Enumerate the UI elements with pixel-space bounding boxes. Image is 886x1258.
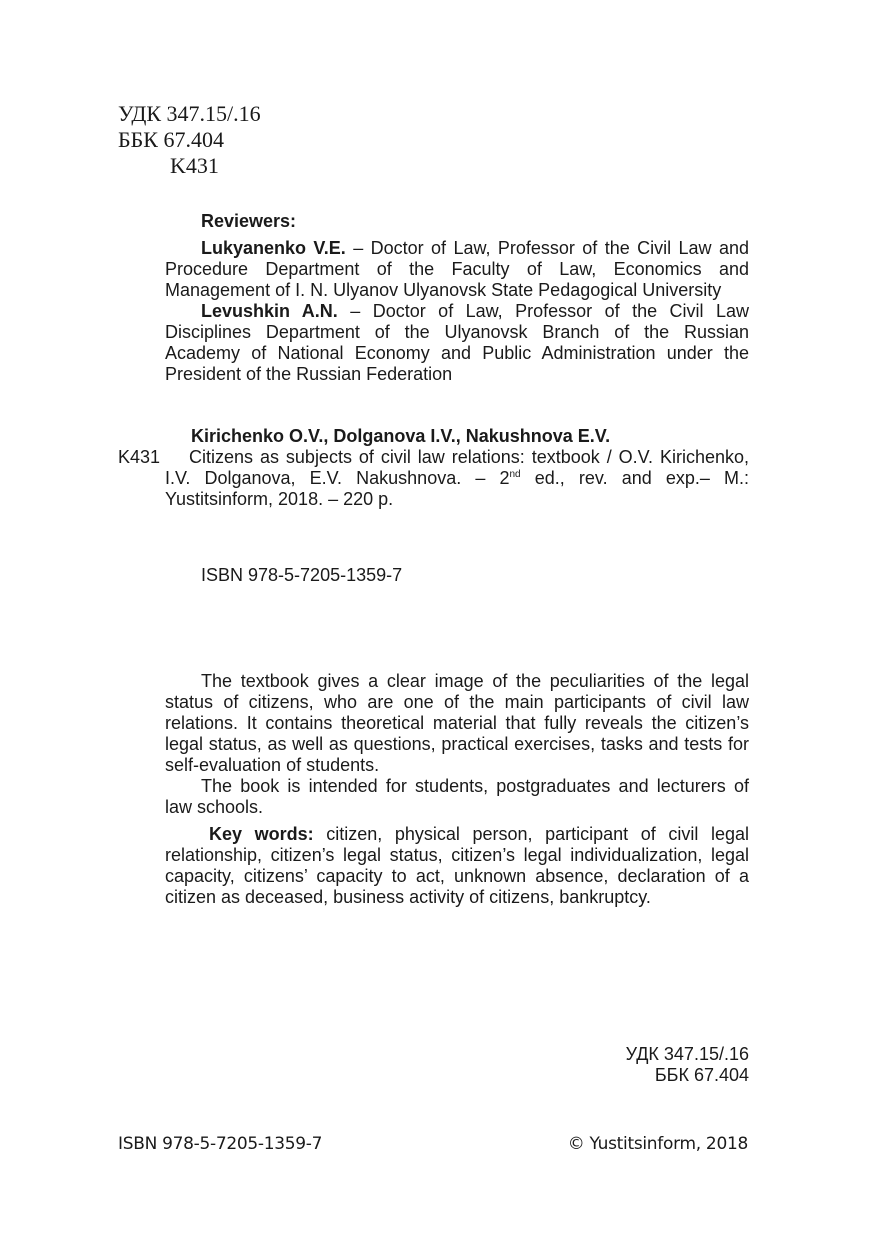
keywords-paragraph xyxy=(165,824,749,908)
reviewer-2-description: – Doctor of Law, Professor of the Civil Law Disciplines Department of the Ulyanovsk Branch of the Russian Academy of National Economy and Public Administration under the President of the Russian Federation xyxy=(165,301,750,384)
reviewer-1-description: – Doctor of Law, Professor of the Civil Law and Procedure Department of the Faculty of Law, Economics and Management of I. N. Ulyanov Ulyanovsk State Pedagogical University xyxy=(165,238,749,300)
reviewers-heading: Reviewers: xyxy=(201,211,297,231)
edition-superscript: nd xyxy=(509,469,521,480)
reviewer-1 xyxy=(165,238,749,301)
authors-heading: Kirichenko O.V., Dolganova I.V., Nakushnova E.V. xyxy=(191,426,611,446)
reviewer-2 xyxy=(165,301,749,385)
bottom-udk-code: УДК 347.15/.16 xyxy=(625,1044,749,1064)
bbk-code: ББК 67.404 xyxy=(118,127,224,152)
biblio-title-a: Citizens as subjects of civil law relations: textbook / O.V. Kirichenko, I.V. Dolganova, E.V. Nakushnova. – 2 xyxy=(165,447,749,488)
reviewer-1-name: Lukyanenko V.E. xyxy=(201,238,346,258)
isbn-main: ISBN 978-5-7205-1359-7 xyxy=(201,565,403,585)
keywords-text: citizen, physical person, participant of civil legal relationship, citizen’s legal status, citizen’s legal individualization, legal capacity, citizens’ capacity to act, unknown absence, declaration of a citizen as deceased, business activity of citizens, bankruptcy. xyxy=(165,824,749,907)
keywords-label: Key words: xyxy=(209,824,314,844)
author-mark: K431 xyxy=(170,153,219,178)
biblio-description xyxy=(165,447,749,510)
udk-code: УДК 347.15/.16 xyxy=(118,101,261,126)
biblio-title-b: ed., rev. and exp.– M.: Yustitsinform, 2018. – 220 p. xyxy=(165,468,750,509)
abstract-paragraph-1: The textbook gives a clear image of the peculiarities of the legal status of citizens, who are one of the main participants of civil law relations. It contains theoretical material that fully reveals the citizen’s legal status, as well as questions, practical exercises, tasks and tests for self-evaluation of students. xyxy=(165,671,749,775)
bottom-bbk-code: ББК 67.404 xyxy=(654,1065,749,1085)
abstract-paragraph-2: The book is intended for students, postgraduates and lecturers of law schools. xyxy=(165,776,749,817)
footer-isbn: ISBN 978-5-7205-1359-7 xyxy=(118,1134,323,1154)
reviewer-2-name: Levushkin A.N. xyxy=(201,301,338,321)
footer-copyright: © Yustitsinform, 2018 xyxy=(567,1134,748,1154)
biblio-mark: K431 xyxy=(118,447,161,467)
